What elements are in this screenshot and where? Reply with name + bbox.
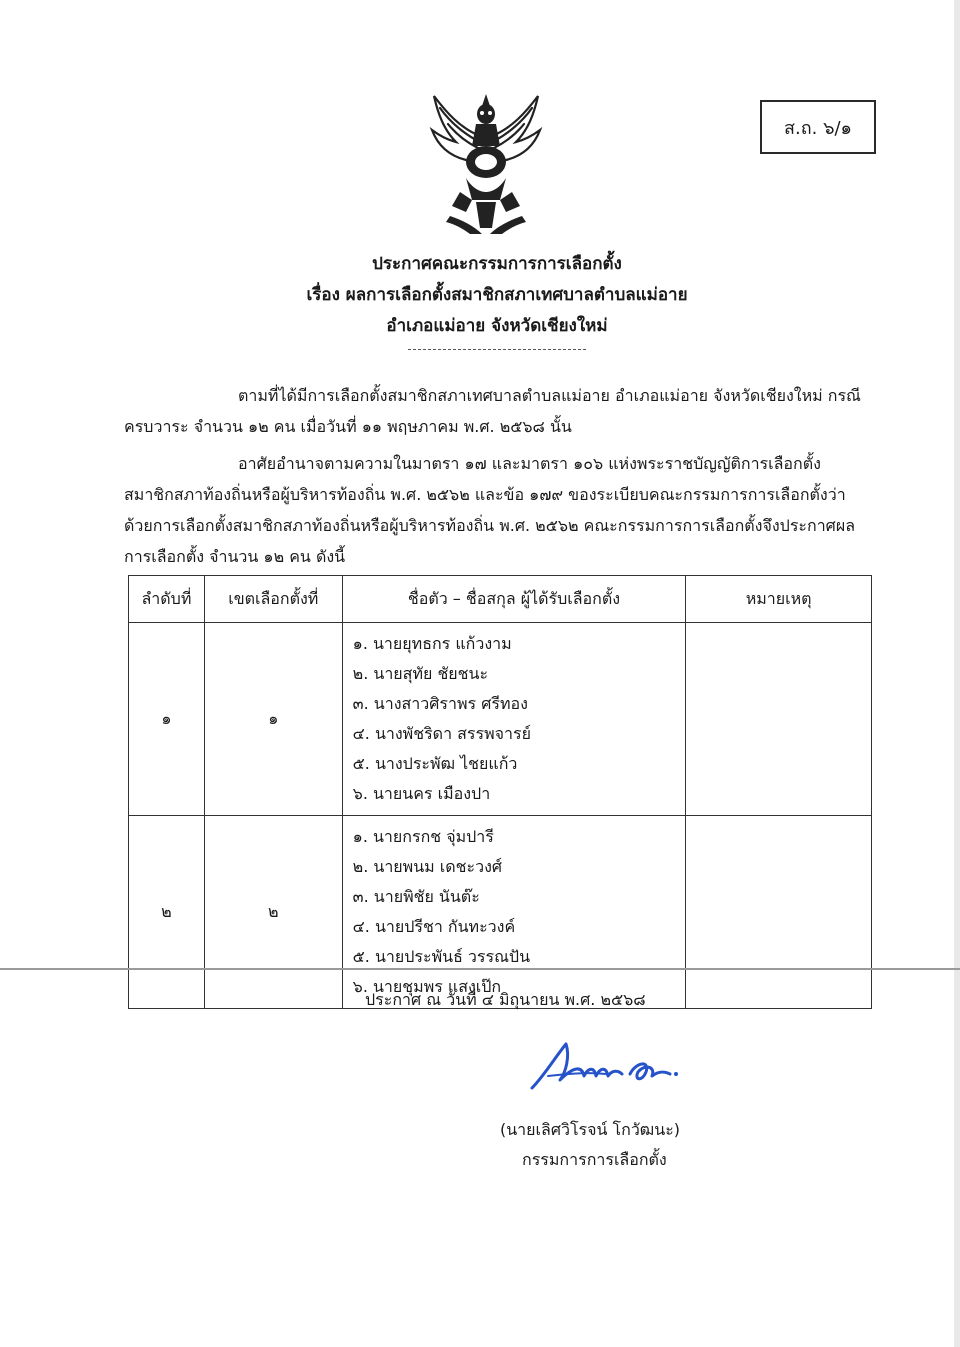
announcement-subject: เรื่อง ผลการเลือกตั้งสมาชิกสภาเทศบาลตำบลแม่อาย (306, 285, 688, 305)
list-item: ๖. นายชุมพร แสงเป๊ก (352, 977, 502, 996)
list-item: ๔. นายปรีชา กันทะวงค์ (352, 917, 516, 936)
header-name: ชื่อตัว – ชื่อสกุล ผู้ได้รับเลือกตั้ง (342, 576, 686, 623)
winner-list (342, 623, 686, 816)
table-header-row (129, 576, 872, 623)
list-item: ๒. นายพนม เดชะวงศ์ (352, 857, 503, 876)
row-district: ๒ (204, 816, 342, 1009)
signature-image (526, 1036, 686, 1096)
list-item: ๔. นางพัชริดา สรรพจารย์ (352, 724, 531, 743)
announcement-date: ประกาศ ณ วันที่ ๔ มิถุนายน พ.ศ. ๒๕๖๘ (365, 990, 646, 1009)
signer-name: (นายเลิศวิโรจน์ โกวัฒนะ) (500, 1120, 681, 1139)
row-remark (686, 816, 872, 1009)
list-item: ๓. นายพิชัย นันต๊ะ (352, 887, 480, 906)
announcement-location: อำเภอแม่อาย จังหวัดเชียงใหม่ (386, 316, 608, 336)
page-edge-shadow (954, 0, 960, 1347)
scan-artifact-line (0, 968, 960, 970)
list-item: ๒. นายสุทัย ชัยชนะ (352, 664, 489, 683)
table-row (129, 816, 872, 1009)
list-item: ๑. นายยุทธกร แก้วงาม (352, 634, 512, 653)
list-item: ๖. นายนคร เมืองปา (352, 784, 491, 803)
paragraph-authority: อาศัยอำนาจตามความในมาตรา ๑๗ และมาตรา ๑๐๖ แห่งพระราชบัญญัติการเลือกตั้งสมาชิกสภาท้องถิ่นหรือผู้บริหารท้องถิ่น พ.ศ. ๒๕๖๒ และข้อ ๑๗๙ ของระเบียบคณะกรรมการการเลือกตั้งว่าด้วยการเลือกตั้งสมาชิกสภาท้องถิ่นหรือผู้บริหารท้องถิ่น พ.ศ. ๒๕๖๒ คณะกรรมการการเลือกตั้งจึงประกาศผลการเลือกตั้ง จำนวน ๑๒ คน ดังนี้ (124, 454, 856, 566)
paragraph-intro: ตามที่ได้มีการเลือกตั้งสมาชิกสภาเทศบาลตำบลแม่อาย อำเภอแม่อาย จังหวัดเชียงใหม่ กรณีครบวาระ จำนวน ๑๒ คน เมื่อวันที่ ๑๑ พฤษภาคม พ.ศ. ๒๕๖๘ นั้น (124, 386, 861, 436)
form-code: ส.ถ. ๖/๑ (784, 117, 852, 139)
results-table (128, 575, 872, 1009)
title-divider (408, 349, 586, 350)
list-item: ๑. นายกรกช จุ่มปารี (352, 827, 494, 846)
row-district: ๑ (204, 623, 342, 816)
list-item: ๕. นางประพัฒ ไชยแก้ว (352, 754, 518, 773)
winner-list (342, 816, 686, 1009)
signer-title: กรรมการการเลือกตั้ง (522, 1150, 667, 1169)
header-district: เขตเลือกตั้งที่ (204, 576, 342, 623)
header-remark: หมายเหตุ (686, 576, 872, 623)
table-row (129, 623, 872, 816)
form-code-box (760, 100, 876, 154)
list-item: ๓. นางสาวศิราพร ศรีทอง (352, 694, 528, 713)
garuda-emblem-icon (420, 88, 552, 236)
row-remark (686, 623, 872, 816)
header-order: ลำดับที่ (129, 576, 205, 623)
row-order: ๑ (129, 623, 205, 816)
row-order: ๒ (129, 816, 205, 1009)
announcement-title: ประกาศคณะกรรมการการเลือกตั้ง (372, 254, 622, 274)
list-item: ๕. นายประพันธ์ วรรณปัน (352, 947, 531, 966)
